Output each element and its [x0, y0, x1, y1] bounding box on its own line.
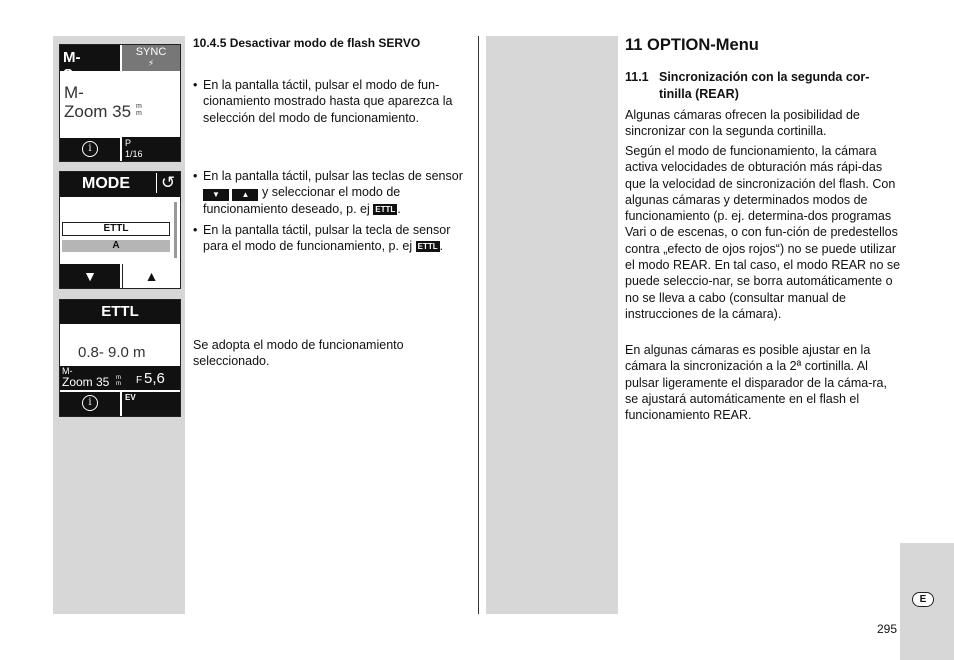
back-icon[interactable]: ↺ [156, 173, 175, 193]
p-value: 1/16 [125, 149, 143, 159]
middle-gray-column [486, 36, 618, 614]
paragraph-2: Según el modo de funcionamiento, la cámara activa velocidades de obturación más rápi-das que la velocidad de sincronización del flash. Con algunas cámaras y determinados modos de funcionamiento (p. ej. determina-dos programas Vari o de escenas, o con fun-ción de predestellos contra „efecto de ojos rojos“) no se puede utilizar el modo REAR. En tal caso, el modo REAR no se puede seleccio-nar, se borra automáticamente o no se lleva a cabo (consultar manual de instrucciones de la cámara). [625, 144, 901, 321]
zoom-mode: M- [62, 366, 73, 376]
ettl-badge: ETTL [375, 205, 396, 215]
info-button[interactable] [60, 392, 120, 416]
up-arrow-button[interactable]: ▲ [122, 264, 180, 288]
bullet-text-b: y seleccionar el modo de funcionamiento deseado, p. ej [203, 185, 401, 217]
down-arrow-button[interactable]: ▼ [60, 264, 120, 288]
bullet-dot: • [193, 169, 198, 183]
aperture-value[interactable]: 5,6 [144, 370, 165, 387]
info-icon: i [82, 141, 98, 157]
sub-heading-line2: tinilla (REAR) [659, 87, 739, 101]
up-key-icon: ▲ [232, 189, 258, 201]
scrollbar[interactable] [174, 202, 177, 258]
sync-label: SYNC [135, 46, 167, 58]
bullet-text: En la pantalla táctil, pulsar la tecla de sensor para el modo de funcionamiento, p. ej [203, 223, 451, 254]
mode-line1: M- [64, 83, 84, 102]
settings-row [60, 366, 180, 390]
lcd-screen-ettl [59, 299, 181, 417]
unit-m1: m [116, 375, 121, 381]
language-badge: E [912, 592, 934, 607]
mode-option-ettl[interactable]: ETTL [62, 222, 170, 236]
ettl-badge: ETTL [417, 242, 438, 252]
unit-m2: m [116, 381, 121, 387]
sub-heading-number: 11.1 [625, 70, 649, 84]
mode-line2: Zoom 35 [64, 102, 132, 121]
instruction-bullet-2: • En la pantalla táctil, pulsar las teclas de sensor ▼ ▲ y seleccionar el modo de funcionamiento deseado, p. ej ETTL . [193, 169, 463, 217]
flash-icon: ⚡ [147, 58, 155, 68]
instruction-bullet-1 [193, 77, 463, 126]
power-level-button[interactable] [122, 137, 180, 161]
result-text: Se adopta el modo de funcionamiento seleccionado. [193, 338, 404, 369]
sync-button[interactable] [122, 45, 180, 71]
mode-display[interactable] [64, 83, 131, 121]
info-button[interactable] [60, 137, 120, 161]
column-divider [478, 36, 479, 614]
sub-heading-line1: Sincronización con la segunda cor- [659, 70, 870, 84]
paragraph-1: Algunas cámaras ofrecen la posibilidad de sincronizar con la segunda cortinilla. [625, 108, 860, 139]
p-label: P [125, 138, 132, 148]
unit-m1: m [136, 103, 142, 110]
zoom-unit [116, 375, 121, 387]
range-display: 0.8- 9.0 m [78, 344, 146, 361]
mode-title[interactable]: M-Servo [60, 45, 120, 71]
mode-option-a[interactable]: A [62, 240, 170, 252]
bullet-dot: • [193, 223, 198, 237]
sub-heading [625, 69, 905, 103]
bullet-text: En la pantalla táctil, pulsar el modo de fun-cionamiento mostrado hasta que aparezca la selección del modo de funcionamiento. [203, 78, 453, 125]
f-label: F [136, 375, 143, 386]
mode-list [62, 222, 170, 258]
bullet-dot: • [193, 78, 198, 92]
paragraph-3: En algunas cámaras es posible ajustar en la cámara la sincronización a la 2ª cortinilla. Al pulsar ligeramente el disparador de la cáma-ra, se ajustará automáticamente en el flash el funcionamiento REAR. [625, 343, 887, 423]
down-key-icon: ▼ [203, 189, 229, 201]
unit-m2: m [136, 110, 142, 117]
section-heading: 10.4.5 Desactivar modo de flash SERVO [193, 36, 421, 50]
zoom-unit [136, 103, 142, 117]
ev-button[interactable]: EV [122, 392, 180, 416]
zoom-value[interactable]: Zoom 35 [62, 375, 110, 389]
mode-title: MODE [82, 175, 130, 192]
bullet-text-a: En la pantalla táctil, pulsar las teclas de sensor [203, 169, 463, 183]
page-number: 295 [877, 622, 898, 636]
mode-header [60, 172, 180, 197]
instruction-bullet-3: • En la pantalla táctil, pulsar la tecla de sensor para el modo de funcionamiento, p. ej ETTL . [193, 223, 451, 254]
lcd-screen-m-servo [59, 44, 181, 162]
info-icon: i [82, 395, 98, 411]
mode-title[interactable]: ETTL [60, 300, 180, 324]
lcd-screen-mode [59, 171, 181, 289]
chapter-title: 11 OPTION-Menu [625, 36, 759, 54]
